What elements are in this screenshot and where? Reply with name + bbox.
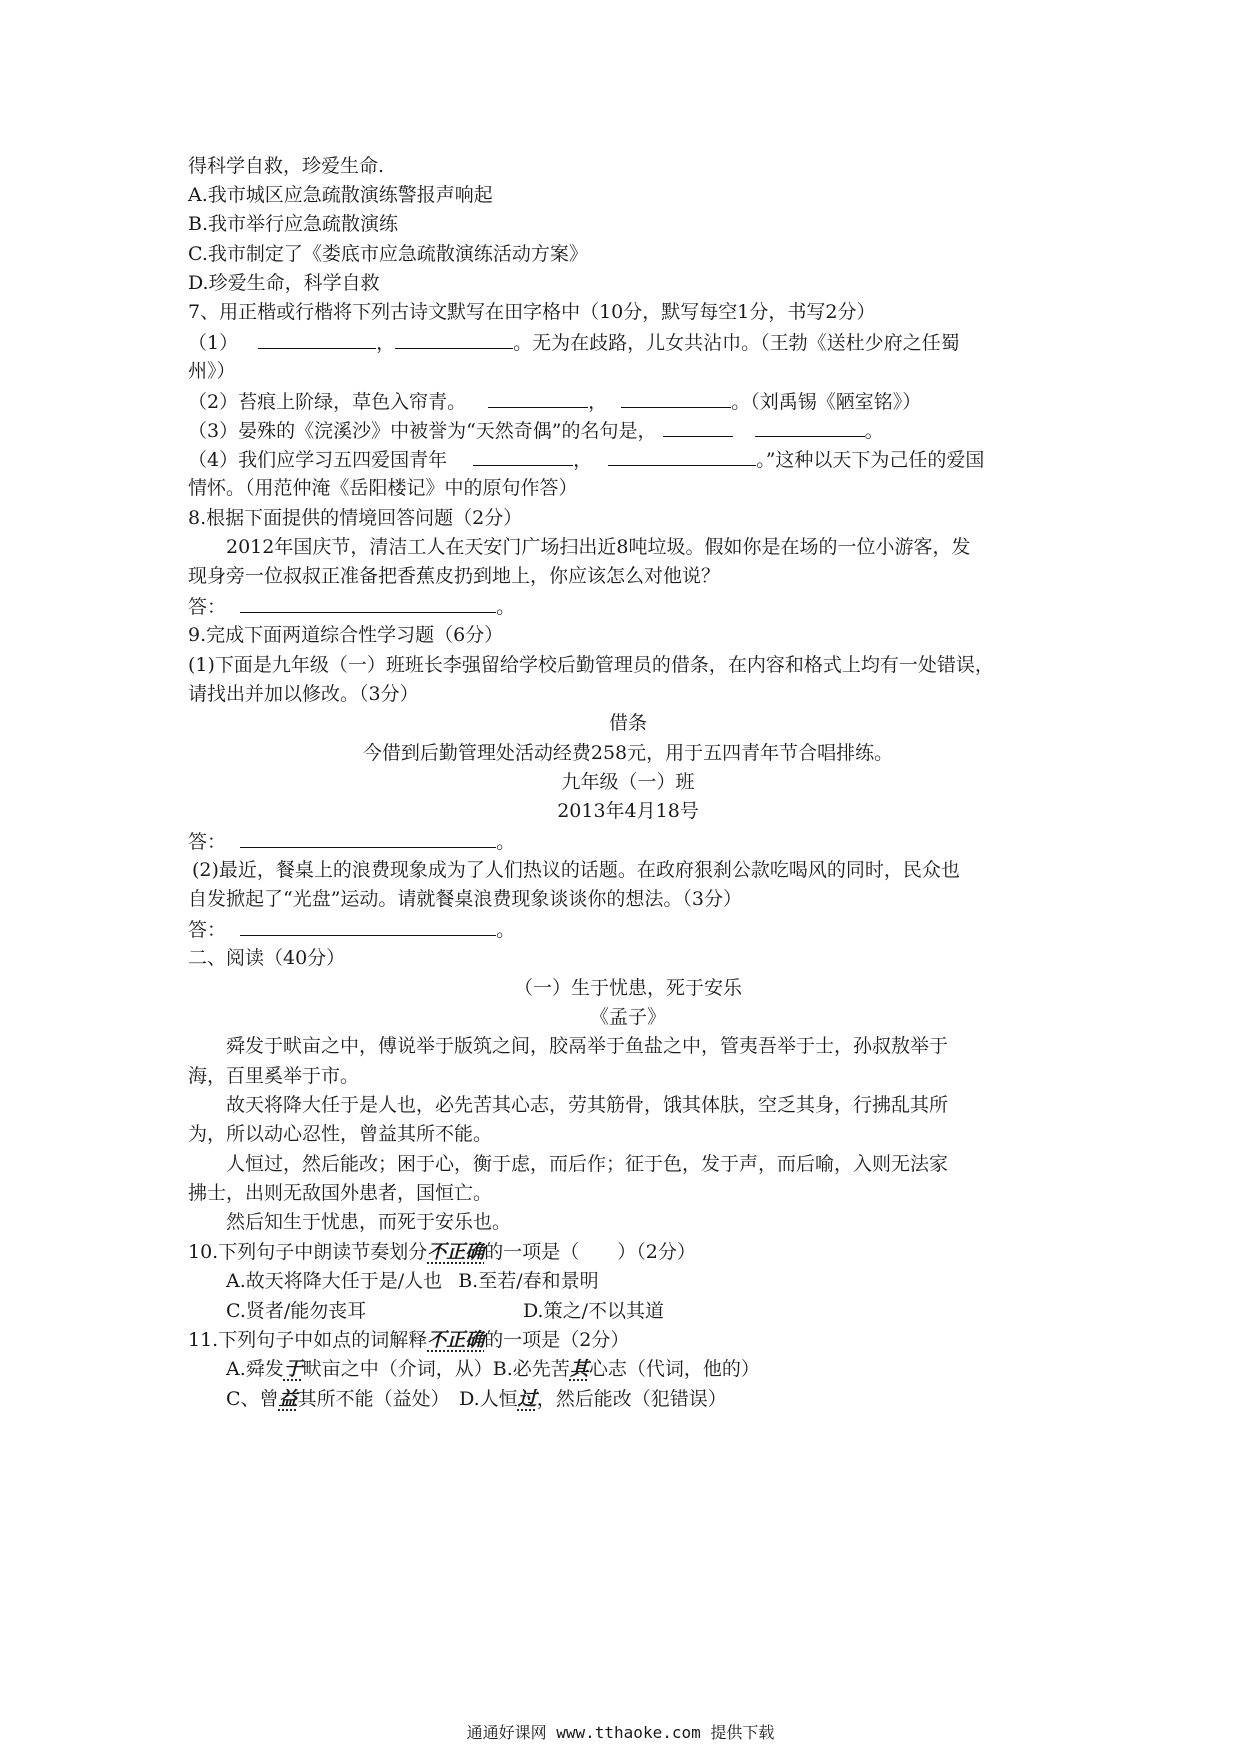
question-7-4 — [188, 445, 984, 474]
option-a: A.我市城区应急疏散演练警报声响起 — [188, 184, 493, 206]
passage-p3: 人恒过，然后能改；困于心，衡于虑，而后作；征于色，发于声，而后喻，入则无法家 — [226, 1153, 949, 1175]
q10-options-ab — [226, 1267, 599, 1295]
passage-p3-cont: 拂士，出则无敌国外患者，国恒亡。 — [188, 1182, 493, 1204]
q7-3-text: （3）晏殊的《浣溪沙》中被誉为“天然奇偶”的名句是， — [188, 420, 657, 442]
q10-text-tail: 的一项是（ ）（2分） — [484, 1241, 696, 1263]
question-7-1-cont: 州》） — [188, 360, 236, 382]
note-title: 借条 — [608, 712, 647, 734]
passage-p1: 舜发于畎亩之中，傅说举于版筑之间，胶鬲举于鱼盐之中，管夷吾举于士，孙叔敖举于 — [226, 1035, 949, 1057]
question-9-2: (2)最近，餐桌上的浪费现象成为了人们热议的话题。在政府狠刹公款吃喝风的同时，民众也 — [192, 859, 960, 881]
q11-c-text: C、曾 — [226, 1388, 279, 1410]
note-body: 今借到后勤管理处活动经费258元，用于五四青年节合唱排练。 — [362, 742, 894, 764]
dotted-word: 其 — [569, 1358, 589, 1380]
passage-p1-cont: 海，百里奚举于市。 — [188, 1065, 360, 1087]
q11-d-text: ，然后能改（犯错误） — [536, 1388, 727, 1410]
q11-a-text: A.舜发 — [226, 1358, 284, 1380]
answer-blank[interactable] — [663, 416, 733, 437]
emphasis-not-correct: 不正确 — [427, 1329, 485, 1351]
q11-text-tail: 的一项是（2分） — [484, 1329, 630, 1351]
answer-blank[interactable] — [608, 445, 756, 466]
question-9-2-cont: 自发掀起了“光盘”运动。请就餐桌浪费现象谈谈你的想法。（3分） — [188, 888, 743, 910]
question-9-1-cont: 请找出并加以修改。（3分） — [188, 683, 419, 705]
q7-4-tail: 。”这种以天下为己任的爱国 — [756, 449, 985, 471]
answer-blank[interactable] — [621, 387, 731, 408]
q11-a-text: 畎亩之中（介词，从）B.必先苦 — [302, 1358, 570, 1380]
question-7-3 — [188, 416, 884, 445]
answer-blank[interactable] — [240, 827, 496, 848]
question-7: 7、用正楷或行楷将下列古诗文默写在田字格中（10分，默写每空1分，书写2分） — [188, 301, 876, 323]
period: 。 — [496, 919, 516, 941]
dotted-word: 于 — [283, 1358, 303, 1380]
note-signature: 九年级（一）班 — [561, 771, 695, 793]
q10-text: 10.下列句子中朗读节奏划分 — [188, 1241, 428, 1263]
q7-1-label: （1） — [188, 332, 239, 354]
q11-b-text: 心志（代词，他的） — [588, 1358, 760, 1380]
comma: ， — [588, 391, 608, 413]
q7-2-source: 。（刘禹锡《陋室铭》） — [731, 391, 922, 413]
answer-label: 答： — [188, 831, 227, 853]
dotted-word: 益 — [278, 1388, 298, 1410]
question-7-2 — [188, 387, 921, 416]
q9-2-answer — [188, 915, 515, 944]
section-reading: 二、阅读（40分） — [188, 947, 346, 969]
passage-p2-cont: 为，所以动心忍性，曾益其所不能。 — [188, 1123, 493, 1145]
q9-1-answer — [188, 827, 515, 856]
answer-blank[interactable] — [240, 915, 496, 936]
answer-blank[interactable] — [755, 416, 865, 437]
passage-p2: 故天将降大任于是人也，必先苦其心志，劳其筋骨，饿其体肤，空乏其身，行拂乱其所 — [226, 1094, 949, 1116]
q8-passage-cont: 现身旁一位叔叔正准备把香蕉皮扔到地上，你应该怎么对他说？ — [188, 565, 721, 587]
answer-blank[interactable] — [240, 592, 496, 613]
question-9: 9.完成下面两道综合性学习题（6分） — [188, 624, 504, 646]
period: 。 — [864, 420, 884, 442]
answer-blank[interactable] — [488, 387, 588, 408]
comma: ， — [376, 332, 396, 354]
q11-c-text: 其所不能（益处） D.人恒 — [297, 1388, 518, 1410]
q11-options-cd — [226, 1385, 727, 1413]
q10-option-b: B.至若/春和景明 — [458, 1270, 599, 1292]
answer-blank[interactable] — [395, 328, 513, 349]
text-author: 《孟子》 — [589, 1006, 666, 1028]
text-title: （一）生于忧患，死于安乐 — [513, 977, 742, 999]
question-9-1: (1)下面是九年级（一）班班长李强留给学校后勤管理员的借条，在内容和格式上均有一处错误， — [188, 654, 994, 676]
answer-blank[interactable] — [473, 445, 573, 466]
answer-label: 答： — [188, 919, 227, 941]
q8-passage: 2012年国庆节，清洁工人在天安门广场扫出近8吨垃圾。假如你是在场的一位小游客，发 — [226, 536, 971, 558]
period: 。 — [496, 596, 516, 618]
dotted-word: 过 — [517, 1388, 537, 1410]
answer-blank[interactable] — [258, 328, 376, 349]
period: 。 — [496, 831, 516, 853]
option-d: D.珍爱生命，科学自救 — [188, 272, 380, 294]
question-11 — [188, 1326, 629, 1354]
q10-option-d: D.策之/不以其道 — [523, 1300, 664, 1322]
answer-label: 答： — [188, 596, 227, 618]
text-line: 得科学自救，珍爱生命. — [188, 155, 385, 177]
question-7-4-cont: 情怀。（用范仲淹《岳阳楼记》中的原句作答） — [188, 477, 578, 499]
comma: ， — [573, 449, 593, 471]
page-footer: 通通好课网 www.tthaoke.com 提供下载 — [466, 1723, 775, 1742]
q8-answer — [188, 592, 515, 621]
option-b: B.我市举行应急疏散演练 — [188, 213, 399, 235]
question-7-1 — [188, 328, 960, 357]
question-10 — [188, 1238, 696, 1266]
q7-2-text: （2）苔痕上阶绿，草色入帘青。 — [188, 391, 467, 413]
q11-text: 11.下列句子中如点的词解释 — [188, 1329, 428, 1351]
emphasis-not-correct: 不正确 — [427, 1241, 485, 1263]
q10-option-c: C.贤者/能勿丧耳 — [226, 1300, 367, 1322]
option-c: C.我市制定了《娄底市应急疏散演练活动方案》 — [188, 243, 588, 265]
note-date: 2013年4月18号 — [557, 800, 699, 822]
q7-4-text: （4）我们应学习五四爱国青年 — [188, 449, 448, 471]
question-8: 8.根据下面提供的情境回答问题（2分） — [188, 507, 523, 529]
q7-1-text: 。无为在歧路，儿女共沾巾。（王勃《送杜少府之任蜀 — [513, 332, 960, 354]
q11-options-ab — [226, 1355, 760, 1383]
q10-option-a: A.故天将降大任于是/人也 — [226, 1270, 443, 1292]
passage-p4: 然后知生于忧患，而死于安乐也。 — [226, 1211, 512, 1233]
